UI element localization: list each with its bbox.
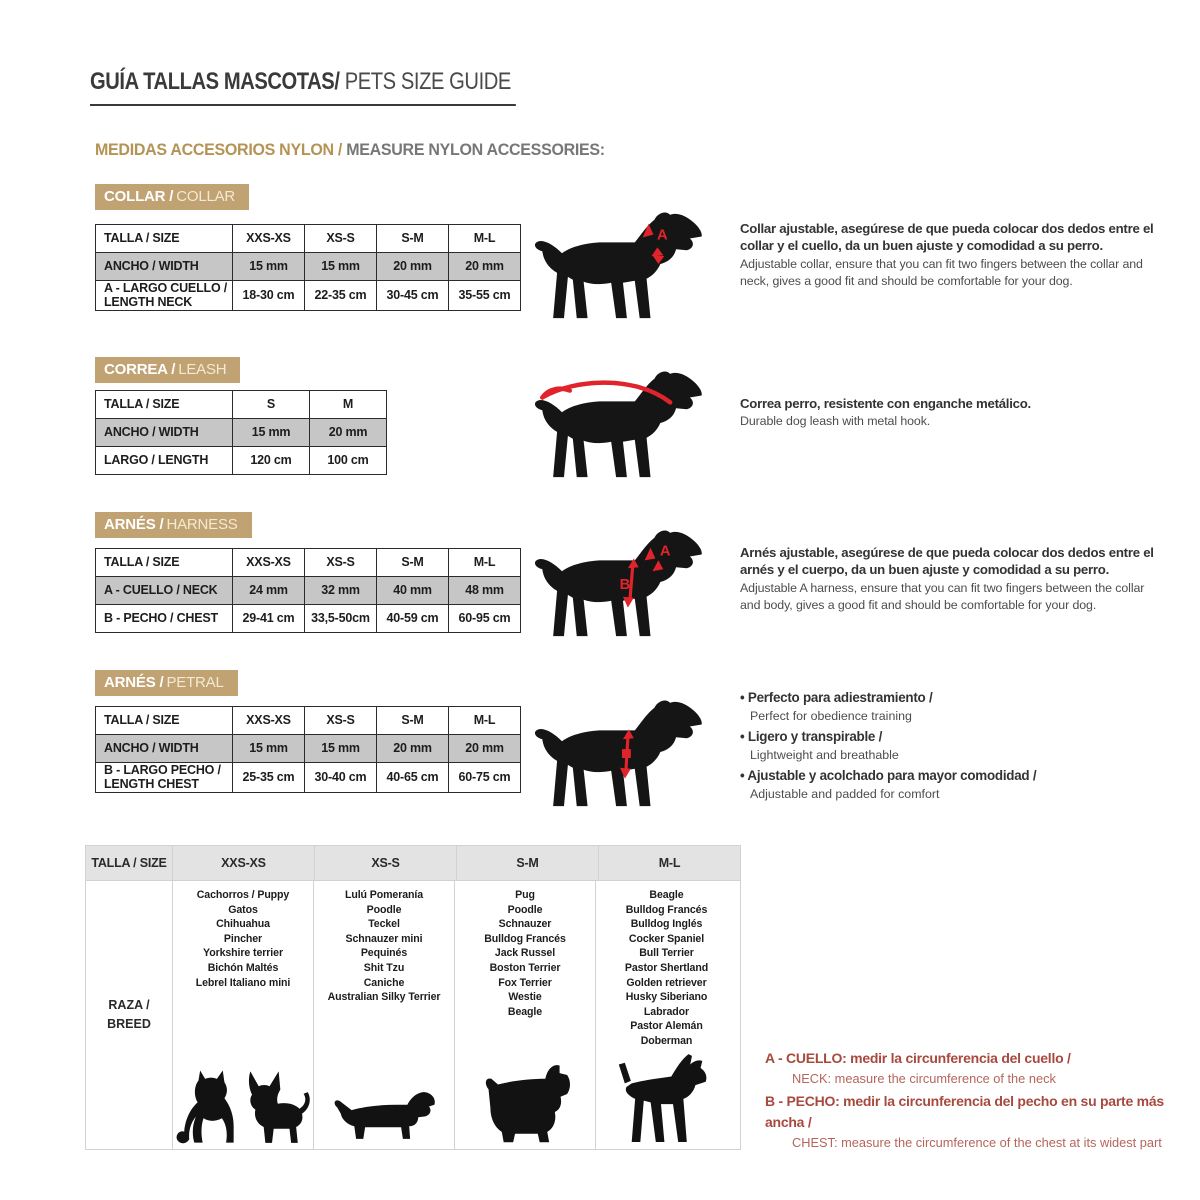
badge-label-es: ARNÉS / xyxy=(104,516,164,533)
harness-description xyxy=(740,544,1154,613)
page-title-en: PETS SIZE GUIDE xyxy=(339,68,511,95)
chest-arrow-down-icon xyxy=(623,597,634,608)
row-label-cell: ANCHO / WIDTH xyxy=(96,253,233,281)
value-cell: 100 cm xyxy=(310,447,387,475)
feature-es: • Ajustable y acolchado para mayor comodidad / xyxy=(740,768,1037,784)
breed-name: Golden retriever xyxy=(626,976,707,989)
breed-name: Cocker Spaniel xyxy=(628,932,705,945)
value-cell: 20 mm xyxy=(449,253,521,281)
value-cell: 15 mm xyxy=(233,253,305,281)
breed-name: Pincher xyxy=(223,932,263,945)
note-en: CHEST: measure the circumference of the chest at its widest part xyxy=(792,1134,1162,1150)
harness-desc-es: Arnés ajustable, asegúrese de que pueda colocar dos dedos entre el arnés y el cuerpo, da un buen ajuste y comodidad a su perro. xyxy=(740,545,1154,578)
breed-name: Husky Siberiano xyxy=(625,991,708,1004)
breed-name: Shit Tzu xyxy=(363,961,405,974)
page-title-es: GUÍA TALLAS MASCOTAS/ xyxy=(90,68,340,95)
subtitle-es: MEDIDAS ACCESORIOS NYLON / xyxy=(95,141,343,159)
badge-label-en: LEASH xyxy=(178,361,227,378)
dog-silhouette-icon xyxy=(535,700,702,806)
feature-en: Lightweight and breathable xyxy=(750,748,899,763)
doberman-silhouette-icon xyxy=(611,1049,723,1148)
size-header-cell: S-M xyxy=(377,549,449,577)
breed-name: Schnauzer xyxy=(498,918,552,931)
breed-name: Caniche xyxy=(363,976,405,989)
dachshund-silhouette-icon xyxy=(330,1084,438,1147)
value-cell: 25-35 cm xyxy=(233,763,305,793)
petral-size-table xyxy=(95,706,521,793)
value-cell: 20 mm xyxy=(377,735,449,763)
animal-silhouettes xyxy=(611,1049,723,1148)
value-cell: 35-55 cm xyxy=(449,281,521,311)
size-header-cell: TALLA / SIZE xyxy=(96,707,233,735)
value-cell: 120 cm xyxy=(233,447,310,475)
marker-a-label: A xyxy=(659,543,671,560)
value-cell: 20 mm xyxy=(377,253,449,281)
feature-es: • Ligero y transpirable / xyxy=(740,729,883,745)
breed-name: Boston Terrier xyxy=(489,961,561,974)
size-header-cell: XXS-XS xyxy=(233,225,305,253)
breed-name: Pequinés xyxy=(360,947,408,960)
breed-name: Jack Russel xyxy=(494,947,556,960)
breed-table-header xyxy=(86,846,740,881)
breed-name: Schnauzer mini xyxy=(345,932,423,945)
value-cell: 15 mm xyxy=(233,419,310,447)
breed-header-cell: TALLA / SIZE xyxy=(86,846,173,880)
petral-dog-figure xyxy=(531,696,711,819)
badge-label-es: ARNÉS / xyxy=(104,674,164,691)
breed-name: Pastor Alemán xyxy=(630,1020,703,1033)
collar-size-table-host xyxy=(95,224,521,311)
leash-size-table-host xyxy=(95,390,387,475)
badge-label-es: CORREA / xyxy=(104,361,176,378)
petral-section xyxy=(0,670,1200,845)
value-cell: 22-35 cm xyxy=(305,281,377,311)
value-cell: 20 mm xyxy=(449,735,521,763)
collar-size-table xyxy=(95,224,521,311)
marker-a-label: A xyxy=(656,227,668,244)
harness-dog-figure xyxy=(531,526,711,649)
value-cell: 60-75 cm xyxy=(449,763,521,793)
harness-desc-en: Adjustable A harness, ensure that you can fit two fingers between the collar and body, gives a good fit and should be comfortable for your dog. xyxy=(740,580,1145,612)
breed-column-M-L xyxy=(596,881,737,1149)
breed-name: Chihuahua xyxy=(216,918,270,931)
row-label-cell: ANCHO / WIDTH xyxy=(96,735,233,763)
value-cell: 60-95 cm xyxy=(449,605,521,633)
breed-name: Beagle xyxy=(507,1005,543,1018)
breed-name: Doberman xyxy=(640,1034,693,1047)
breed-name: Cachorros / Puppy xyxy=(196,889,290,901)
row-label-cell: B - PECHO / CHEST xyxy=(96,605,233,633)
value-cell: 18-30 cm xyxy=(233,281,305,311)
size-header-cell: XS-S xyxy=(305,225,377,253)
collar-section-badge xyxy=(95,184,249,210)
breed-name: Lebrel Italiano mini xyxy=(195,976,291,989)
breed-list xyxy=(484,888,566,1019)
harness-size-table-host xyxy=(95,548,521,633)
breed-header-cell: M-L xyxy=(658,856,681,870)
collar-dog-figure xyxy=(531,208,711,331)
breed-name: Bull Terrier xyxy=(639,947,694,960)
breed-name: Australian Silky Terrier xyxy=(327,991,441,1004)
collar-section xyxy=(0,184,1200,354)
breed-name: Poodle xyxy=(507,903,543,916)
value-cell: 30-45 cm xyxy=(377,281,449,311)
leash-desc-en: Durable dog leash with metal hook. xyxy=(740,414,931,429)
breed-name: Pug xyxy=(515,889,535,901)
harness-size-table xyxy=(95,548,521,633)
harness-section-badge xyxy=(95,512,252,538)
badge-label-en: PETRAL xyxy=(166,674,224,691)
value-cell: 15 mm xyxy=(305,253,377,281)
breed-header-cell: XS-S xyxy=(315,846,457,880)
size-header-cell: M-L xyxy=(449,225,521,253)
petral-section-badge xyxy=(95,670,238,696)
marker-b-label: B xyxy=(619,576,631,593)
breed-column-S-M xyxy=(455,881,596,1149)
leash-section-badge xyxy=(95,357,240,383)
row-label-cell: LARGO / LENGTH xyxy=(96,447,233,475)
size-header-cell: M-L xyxy=(449,707,521,735)
size-header-cell: XS-S xyxy=(305,707,377,735)
badge-label-en: HARNESS xyxy=(166,516,238,533)
value-cell: 30-40 cm xyxy=(305,763,377,793)
value-cell: 20 mm xyxy=(310,419,387,447)
collar-desc-en: Adjustable collar, ensure that you can fit two fingers between the collar and neck, gives a good fit and should be comfortable for your dog. xyxy=(740,256,1143,288)
subtitle-en: MEASURE NYLON ACCESSORIES: xyxy=(342,141,605,159)
animal-silhouettes xyxy=(475,1057,575,1147)
size-header-cell: M xyxy=(310,391,387,419)
harness-section xyxy=(0,512,1200,667)
animal-silhouettes xyxy=(330,1084,438,1147)
size-header-cell: S xyxy=(233,391,310,419)
breed-name: Westie xyxy=(508,991,542,1004)
size-header-cell: XXS-XS xyxy=(233,549,305,577)
page-subtitle xyxy=(95,141,605,160)
row-label-cell: B - LARGO PECHO / LENGTH CHEST xyxy=(96,763,233,793)
cat-silhouette-icon xyxy=(175,1067,237,1147)
collar-desc-es: Collar ajustable, asegúrese de que pueda colocar dos dedos entre el collar y el cuello, da un buen ajuste y comodidad a su perro. xyxy=(740,221,1154,254)
breed-name: Beagle xyxy=(649,889,684,901)
leash-dog-figure xyxy=(531,367,711,490)
breed-name: Bulldog Inglés xyxy=(630,918,703,931)
note-es: A - CUELLO: medir la circunferencia del cuello / xyxy=(765,1050,1071,1066)
breed-name: Fox Terrier xyxy=(498,976,552,989)
measurement-notes xyxy=(765,1048,1190,1155)
breed-row-label: RAZA / BREED xyxy=(86,881,173,1149)
petral-size-table-host xyxy=(95,706,521,793)
size-header-cell: S-M xyxy=(377,707,449,735)
size-header-cell: M-L xyxy=(449,549,521,577)
leash-description xyxy=(740,395,1154,430)
schnauzer-silhouette-icon xyxy=(475,1057,575,1147)
value-cell: 24 mm xyxy=(233,577,305,605)
leash-desc-es: Correa perro, resistente con enganche metálico. xyxy=(740,396,1031,411)
value-cell: 33,5-50cm xyxy=(305,605,377,633)
animal-silhouettes xyxy=(175,1067,312,1147)
breed-table xyxy=(85,845,741,1150)
feature-en: Perfect for obedience training xyxy=(750,709,912,724)
size-header-cell: S-M xyxy=(377,225,449,253)
size-header-cell: TALLA / SIZE xyxy=(96,225,233,253)
size-header-cell: XS-S xyxy=(305,549,377,577)
breed-name: Bulldog Francés xyxy=(625,903,708,916)
breed-name: Poodle xyxy=(366,903,402,916)
breed-name: Gatos xyxy=(228,903,258,916)
badge-label-en: COLLAR xyxy=(176,188,236,205)
petral-feature-list xyxy=(740,688,1154,805)
dog-silhouette-icon xyxy=(535,530,702,636)
feature-es: • Perfecto para adiestramiento / xyxy=(740,690,933,705)
size-header-cell: TALLA / SIZE xyxy=(96,391,233,419)
value-cell: 40-65 cm xyxy=(377,763,449,793)
value-cell: 32 mm xyxy=(305,577,377,605)
breed-list xyxy=(196,888,291,990)
breed-list xyxy=(328,888,441,1005)
correa-size-table xyxy=(95,390,387,475)
breed-name: Lulú Pomeranía xyxy=(344,889,424,901)
row-label-cell: A - LARGO CUELLO / LENGTH NECK xyxy=(96,281,233,311)
breed-name: Labrador xyxy=(643,1005,690,1018)
breed-header-cell: S-M xyxy=(457,846,599,880)
value-cell: 40 mm xyxy=(377,577,449,605)
breed-name: Teckel xyxy=(368,918,400,931)
value-cell: 29-41 cm xyxy=(233,605,305,633)
badge-label-es: COLLAR / xyxy=(104,188,174,205)
size-header-cell: TALLA / SIZE xyxy=(96,549,233,577)
chihuahua-silhouette-icon xyxy=(242,1068,312,1147)
breed-header-cell: XXS-XS xyxy=(173,846,315,880)
size-header-cell: XXS-XS xyxy=(233,707,305,735)
value-cell: 15 mm xyxy=(305,735,377,763)
breed-list xyxy=(625,888,708,1049)
row-label-cell: ANCHO / WIDTH xyxy=(96,419,233,447)
note-en: NECK: measure the circumference of the neck xyxy=(792,1070,1056,1086)
page-title xyxy=(90,68,516,106)
note-es: B - PECHO: medir la circunferencia del pecho en su parte más ancha / xyxy=(765,1092,1164,1131)
buckle-icon xyxy=(622,749,631,758)
breed-name: Bulldog Francés xyxy=(484,932,566,945)
dog-silhouette-icon xyxy=(535,212,702,318)
leash-section xyxy=(0,357,1200,507)
value-cell: 15 mm xyxy=(233,735,305,763)
breed-column-XS-S xyxy=(314,881,455,1149)
breed-name: Yorkshire terrier xyxy=(203,947,283,960)
feature-en: Adjustable and padded for comfort xyxy=(750,787,940,802)
value-cell: 48 mm xyxy=(449,577,521,605)
row-label-cell: A - CUELLO / NECK xyxy=(96,577,233,605)
breed-table-body xyxy=(86,881,740,1149)
value-cell: 40-59 cm xyxy=(377,605,449,633)
collar-description xyxy=(740,220,1154,289)
breed-name: Pastor Shertland xyxy=(624,961,709,974)
breed-column-XXS-XS xyxy=(173,881,314,1149)
breed-name: Bichón Maltés xyxy=(207,961,279,974)
